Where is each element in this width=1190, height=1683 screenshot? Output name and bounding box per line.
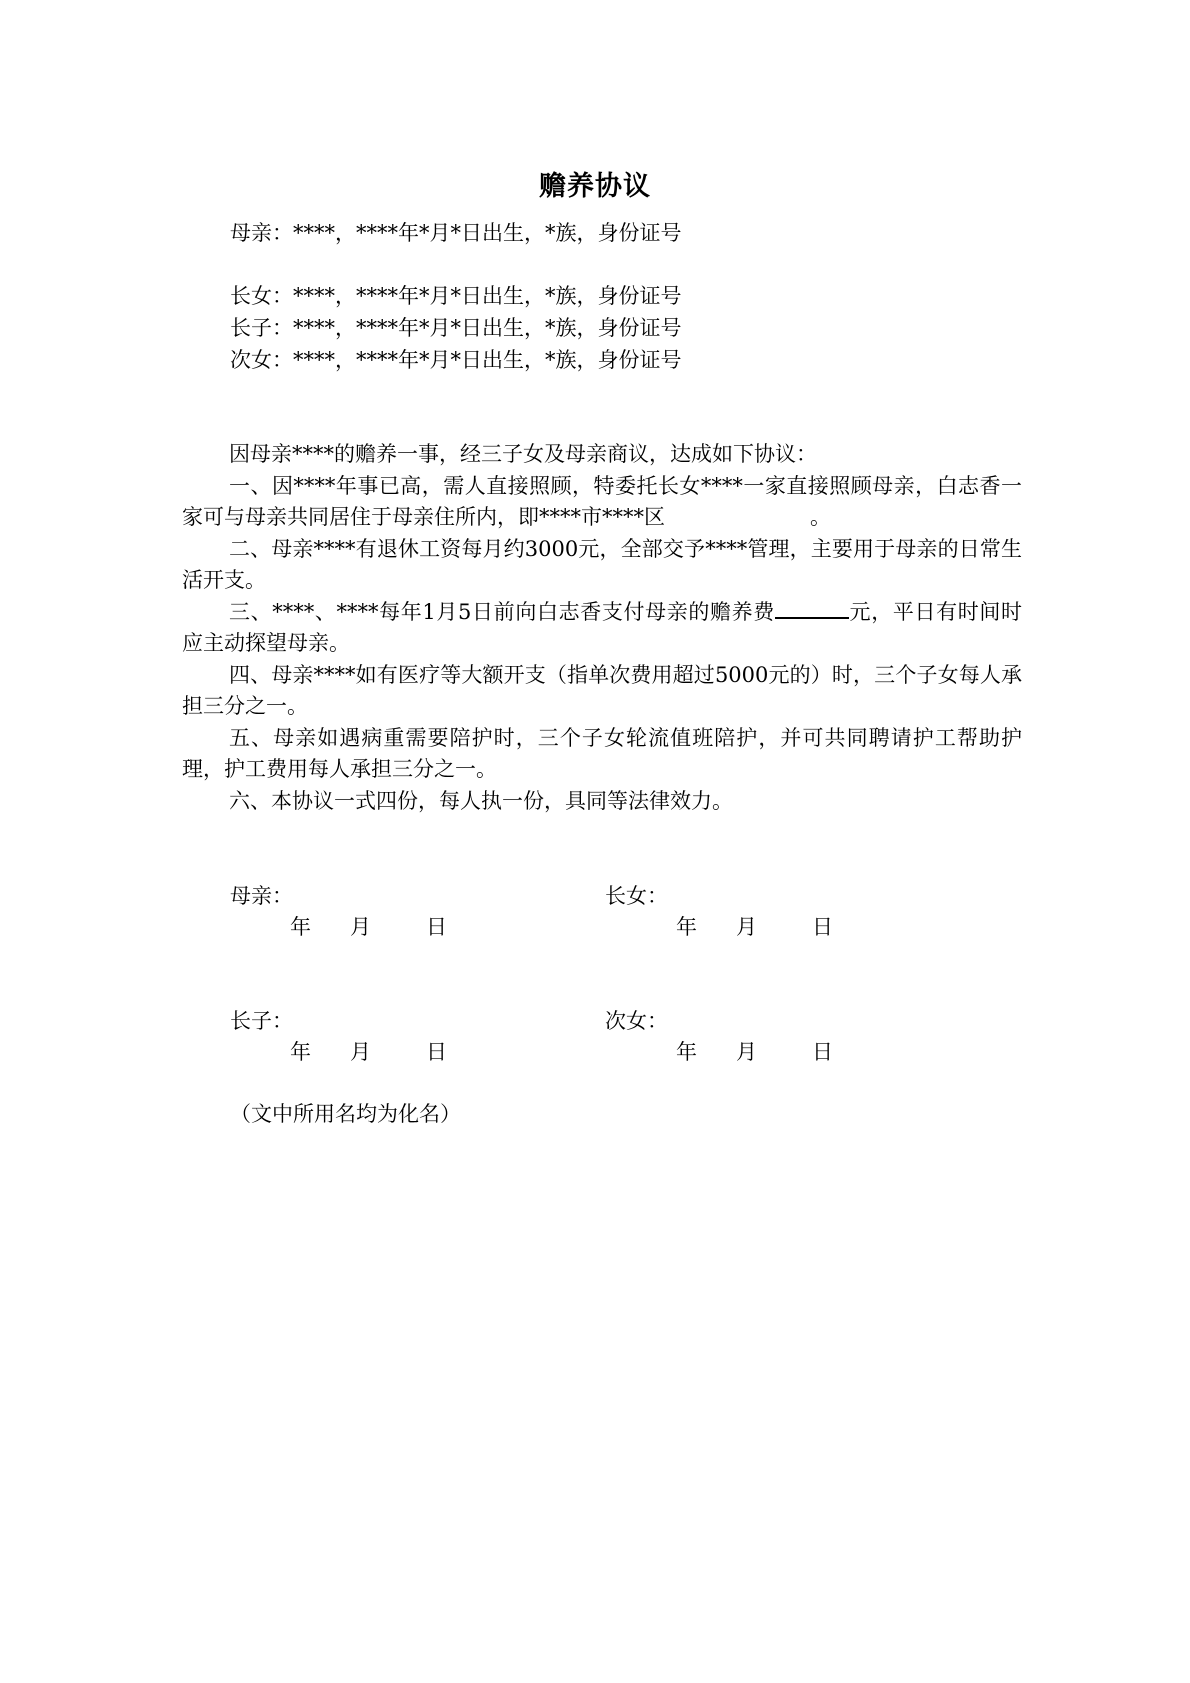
document-title: 赡养协议 bbox=[539, 171, 651, 202]
clause-3 bbox=[182, 597, 1022, 660]
clause-1-end: 。 bbox=[810, 505, 831, 529]
signature-label: 次女： bbox=[605, 1009, 668, 1033]
date-month: 月 bbox=[350, 915, 371, 939]
clause-5: 五、母亲如遇病重需要陪护时，三个子女轮流值班陪护，并可共同聘请护工帮助护理，护工费用每人承担三分之一。 bbox=[182, 725, 1022, 781]
signature-mother bbox=[230, 881, 456, 943]
clause-1 bbox=[182, 471, 1022, 534]
clause-3-after: 元，平日有时间时应主动探望母亲。 bbox=[182, 599, 1022, 655]
date-day: 日 bbox=[426, 915, 447, 939]
amount-blank-underline bbox=[775, 597, 849, 619]
date-month: 月 bbox=[736, 915, 757, 939]
date-year: 年 bbox=[676, 915, 697, 939]
date-year: 年 bbox=[676, 1040, 697, 1064]
signature-eldest-son bbox=[230, 1006, 456, 1068]
signature-label: 母亲： bbox=[230, 884, 293, 908]
date-month: 月 bbox=[736, 1040, 757, 1064]
agreement-body bbox=[182, 439, 1022, 817]
date-day: 日 bbox=[812, 1040, 833, 1064]
signature-label: 长女： bbox=[605, 884, 668, 908]
signature-date bbox=[230, 1037, 456, 1068]
party-eldest-daughter: 长女：****，****年*月*日出生，*族，身份证号 bbox=[230, 284, 682, 308]
pseudonym-note: （文中所用名均为化名） bbox=[230, 1102, 461, 1126]
clause-2: 二、母亲****有退休工资每月约3000元，全部交予****管理，主要用于母亲的日常生活开支。 bbox=[182, 536, 1022, 592]
signature-second-daughter bbox=[605, 1006, 842, 1068]
date-day: 日 bbox=[426, 1040, 447, 1064]
signature-eldest-daughter bbox=[605, 881, 842, 943]
party-eldest-son: 长子：****，****年*月*日出生，*族，身份证号 bbox=[230, 316, 682, 340]
signature-date bbox=[605, 1037, 842, 1068]
date-year: 年 bbox=[290, 915, 311, 939]
date-year: 年 bbox=[290, 1040, 311, 1064]
date-day: 日 bbox=[812, 915, 833, 939]
signature-label: 长子： bbox=[230, 1009, 293, 1033]
date-month: 月 bbox=[350, 1040, 371, 1064]
party-mother: 母亲：****，****年*月*日出生，*族，身份证号 bbox=[230, 221, 682, 245]
clause-4: 四、母亲****如有医疗等大额开支（指单次费用超过5000元的）时，三个子女每人承担三分之一。 bbox=[182, 662, 1022, 718]
signature-date bbox=[230, 912, 456, 943]
clause-1-text: 一、因****年事已高，需人直接照顾，特委托长女****一家直接照顾母亲，白志香一家可与母亲共同居住于母亲住所内，即****市****区 bbox=[182, 473, 1022, 529]
clause-6: 六、本协议一式四份，每人执一份，具同等法律效力。 bbox=[229, 788, 733, 813]
signature-date bbox=[605, 912, 842, 943]
clause-3-before: 三、****、****每年1月5日前向白志香支付母亲的赡养费 bbox=[229, 599, 775, 624]
intro-paragraph: 因母亲****的赡养一事，经三子女及母亲商议，达成如下协议： bbox=[229, 442, 817, 466]
party-second-daughter: 次女：****，****年*月*日出生，*族，身份证号 bbox=[230, 348, 682, 372]
